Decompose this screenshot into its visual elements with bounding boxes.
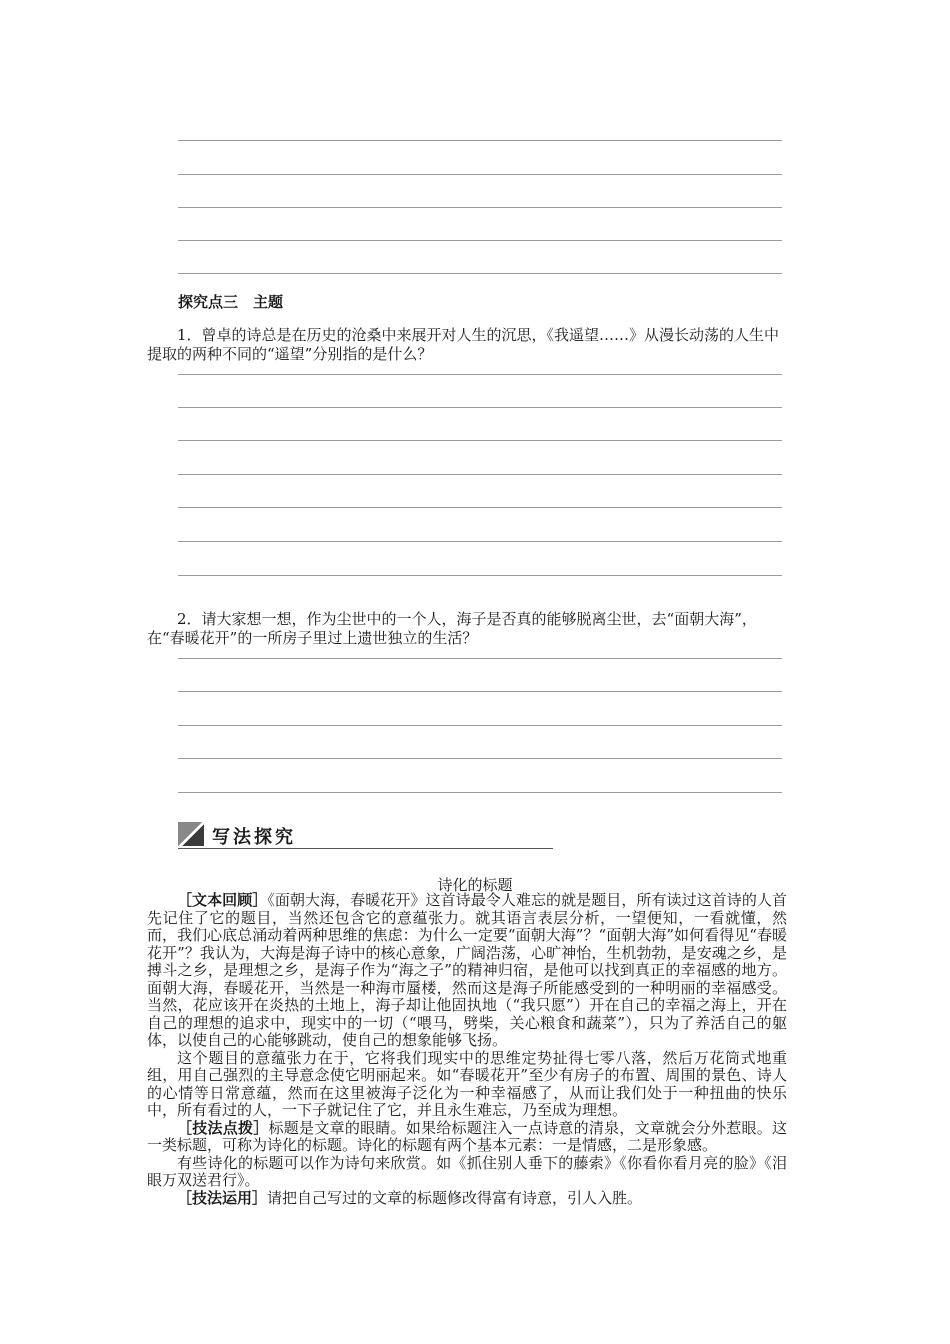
answer-line — [178, 240, 782, 241]
question-1: 1．曾卓的诗总是在历史的沧桑中来展开对人生的沉思，《我遥望……》从漫长动荡的人生中提取的两种不同的“遥望”分别指的是什么？ — [147, 326, 780, 363]
tips-paragraph — [147, 1120, 787, 1155]
apply-paragraph — [147, 1190, 787, 1208]
banner-corner-icon — [178, 822, 204, 846]
review-text: 《面朝大海，春暖花开》这首诗最令人难忘的就是题目，所有读过这首诗的人首先记住了它的题目，当然还包含它的意蕴张力。就其语言表层分析，一望便知，一看就懂，然而，我们心底总涌动着两种思维的焦虑：为什么一定要“面朝大海”？“面朝大海”如何看得见“春暖花开”？我认为，大海是海子诗中的核心意象，广阔浩荡，心旷神怡，生机勃勃，是安魂之乡，是搏斗之乡，是理想之乡，是海子作为“海之子”的精神归宿，是他可以找到真正的幸福感的地方。面朝大海，春暖花开，当然是一种海市蜃楼，然而这是海子所能感受到的一种明丽的幸福感受。当然，花应该开在炎热的土地上，海子却让他固执地（“我只愿”）开在自己的幸福之海上，开在自己的理想的追求中，现实中的一切（“喂马，劈柴，关心粮食和蔬菜”），只为了养活自己的躯体，以使自己的心能够跳动，使自己的想象能够飞扬。 — [147, 891, 787, 1049]
answer-line — [178, 273, 782, 274]
answer-line — [178, 541, 782, 542]
section-heading: 探究点三 主题 — [178, 293, 284, 311]
article-title: 诗化的标题 — [437, 876, 513, 894]
review-tag: ［文本回顾］ — [177, 891, 268, 909]
apply-tag: ［技法运用］ — [177, 1188, 268, 1207]
tips-tag: ［技法点拨］ — [177, 1118, 269, 1137]
answer-line — [178, 725, 782, 726]
answer-line — [178, 174, 782, 175]
section-banner — [178, 822, 553, 849]
answer-line — [178, 758, 782, 759]
answer-line — [178, 691, 782, 692]
tips-text: 标题是文章的眼睛。如果给标题注入一点诗意的清泉，文章就会分外惹眼。这一类标题，可称为诗化的标题。诗化的标题有两个基本元素：一是情感，二是形象感。 — [147, 1118, 787, 1154]
answer-line — [178, 507, 782, 508]
answer-line — [178, 374, 782, 375]
answer-line — [178, 207, 782, 208]
answer-line — [178, 474, 782, 475]
answer-line — [178, 658, 782, 659]
answer-line — [178, 407, 782, 408]
answer-line — [178, 792, 782, 793]
question-2: 2．请大家想一想，作为尘世中的一个人，海子是否真的能够脱离尘世，去“面朝大海”，在“春暖花开”的一所房子里过上遗世独立的生活？ — [147, 610, 757, 647]
apply-text: 请把自己写过的文章的标题修改得富有诗意，引人入胜。 — [267, 1188, 643, 1207]
tips-paragraph-2: 有些诗化的标题可以作为诗句来欣赏。如《抓住别人垂下的藤索》《你看你看月亮的脸》《泪眼万双送君行》。 — [147, 1153, 787, 1189]
answer-line — [178, 140, 782, 141]
answer-line — [178, 440, 782, 441]
review-paragraph — [147, 892, 787, 1050]
answer-line — [178, 575, 782, 576]
review-paragraph-2: 这个题目的意蕴张力在于，它将我们现实中的思维定势扯得七零八落，然后万花筒式地重组，用自己强烈的主导意念使它明丽起来。如“春暖花开”至少有房子的布置、周围的景色、诗人的心情等日常意蕴，然而在这里被海子泛化为一种幸福感了，从而让我们处于一种扭曲的快乐中，所有看过的人，一下子就记住了它，并且永生难忘，乃至成为理想。 — [147, 1048, 787, 1119]
banner-title: 写法探究 — [212, 827, 296, 848]
article-body — [147, 892, 787, 1207]
